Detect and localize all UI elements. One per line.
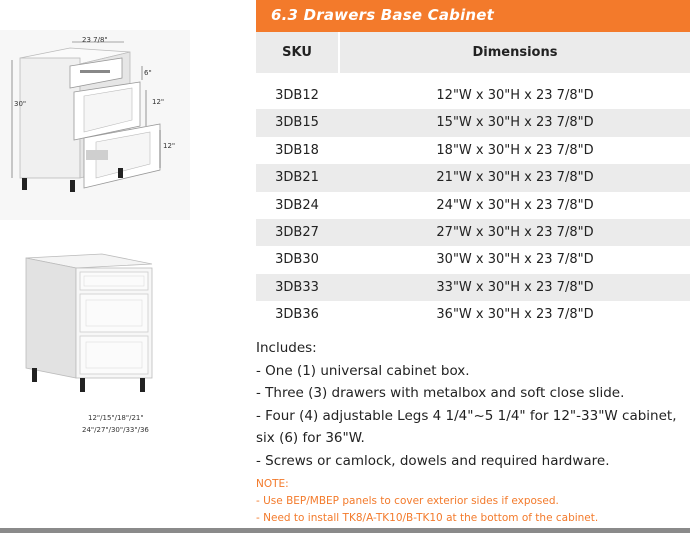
table-row	[256, 82, 690, 109]
table-row	[256, 164, 690, 191]
table-row	[256, 192, 690, 219]
sku-cell: 3DB12	[275, 88, 319, 103]
dimensions-cell: 33"W x 30"H x 23 7/8"D	[436, 279, 594, 295]
notes-section	[256, 476, 690, 527]
open-drawers-drawing	[0, 30, 190, 220]
closed-cabinet-drawing	[0, 250, 190, 440]
table-header	[256, 32, 690, 77]
sku-cell: 3DB24	[275, 197, 319, 213]
sku-column-header: SKU	[282, 45, 312, 60]
notes-item: - Use BEP/MBEP panels to cover exterior sides if exposed.	[256, 495, 559, 507]
notes-heading: NOTE:	[256, 478, 289, 490]
dimensions-column-header: Dimensions	[472, 45, 558, 60]
includes-section	[256, 337, 690, 473]
section-title: 6.3 Drawers Base Cabinet	[271, 6, 495, 24]
depth-label: 23 7/8"	[82, 36, 108, 44]
sku-cell: 3DB15	[275, 115, 319, 131]
includes-heading: Includes:	[256, 340, 317, 356]
drawer1-height-label: 6"	[144, 69, 152, 77]
height-label: 30"	[14, 100, 27, 108]
table-row	[256, 246, 690, 273]
table-row	[256, 219, 690, 246]
drawer3-height-label: 12"	[163, 142, 176, 150]
table-row	[256, 109, 690, 136]
bottom-divider	[0, 528, 690, 533]
sku-cell: 3DB33	[275, 279, 319, 295]
sku-cell: 3DB36	[275, 307, 319, 323]
open-drawers-diagram	[0, 30, 190, 220]
table-body	[256, 82, 690, 329]
dimensions-cell: 21"W x 30"H x 23 7/8"D	[436, 170, 594, 186]
sku-cell: 3DB30	[275, 252, 319, 268]
notes-item: - Need to install TK8/A-TK10/B-TK10 at the bottom of the cabinet.	[256, 512, 599, 524]
includes-item: - Screws or camlock, dowels and required hardware.	[256, 452, 610, 469]
illustrations	[0, 0, 250, 533]
closed-cabinet-diagram	[0, 250, 190, 440]
sku-cell: 3DB18	[275, 142, 319, 158]
table-row	[256, 301, 690, 328]
table-row	[256, 274, 690, 301]
drawer2-height-label: 12"	[152, 98, 165, 106]
includes-item: - One (1) universal cabinet box.	[256, 362, 470, 379]
dimensions-cell: 15"W x 30"H x 23 7/8"D	[436, 115, 594, 131]
dimensions-cell: 12"W x 30"H x 23 7/8"D	[436, 88, 594, 103]
sku-cell: 3DB21	[275, 170, 319, 186]
dimensions-cell: 30"W x 30"H x 23 7/8"D	[436, 252, 594, 268]
widths-line2: 24"/27"/30"/33"/36	[82, 426, 149, 434]
table-row	[256, 137, 690, 164]
includes-item: - Four (4) adjustable Legs 4 1/4"~5 1/4" for 12"-33"W cabinet,	[256, 407, 677, 424]
dimensions-cell: 18"W x 30"H x 23 7/8"D	[436, 142, 594, 158]
sku-cell: 3DB27	[275, 224, 319, 240]
includes-item: - Three (3) drawers with metalbox and soft close slide.	[256, 385, 625, 402]
sku-table	[256, 32, 690, 323]
widths-line1: 12"/15"/18"/21"	[88, 414, 144, 422]
section-header	[256, 0, 690, 32]
dimensions-cell: 24"W x 30"H x 23 7/8"D	[436, 197, 594, 213]
dimensions-cell: 27"W x 30"H x 23 7/8"D	[436, 224, 594, 240]
dimensions-cell: 36"W x 30"H x 23 7/8"D	[436, 307, 594, 323]
includes-item: six (6) for 36"W.	[256, 430, 365, 447]
